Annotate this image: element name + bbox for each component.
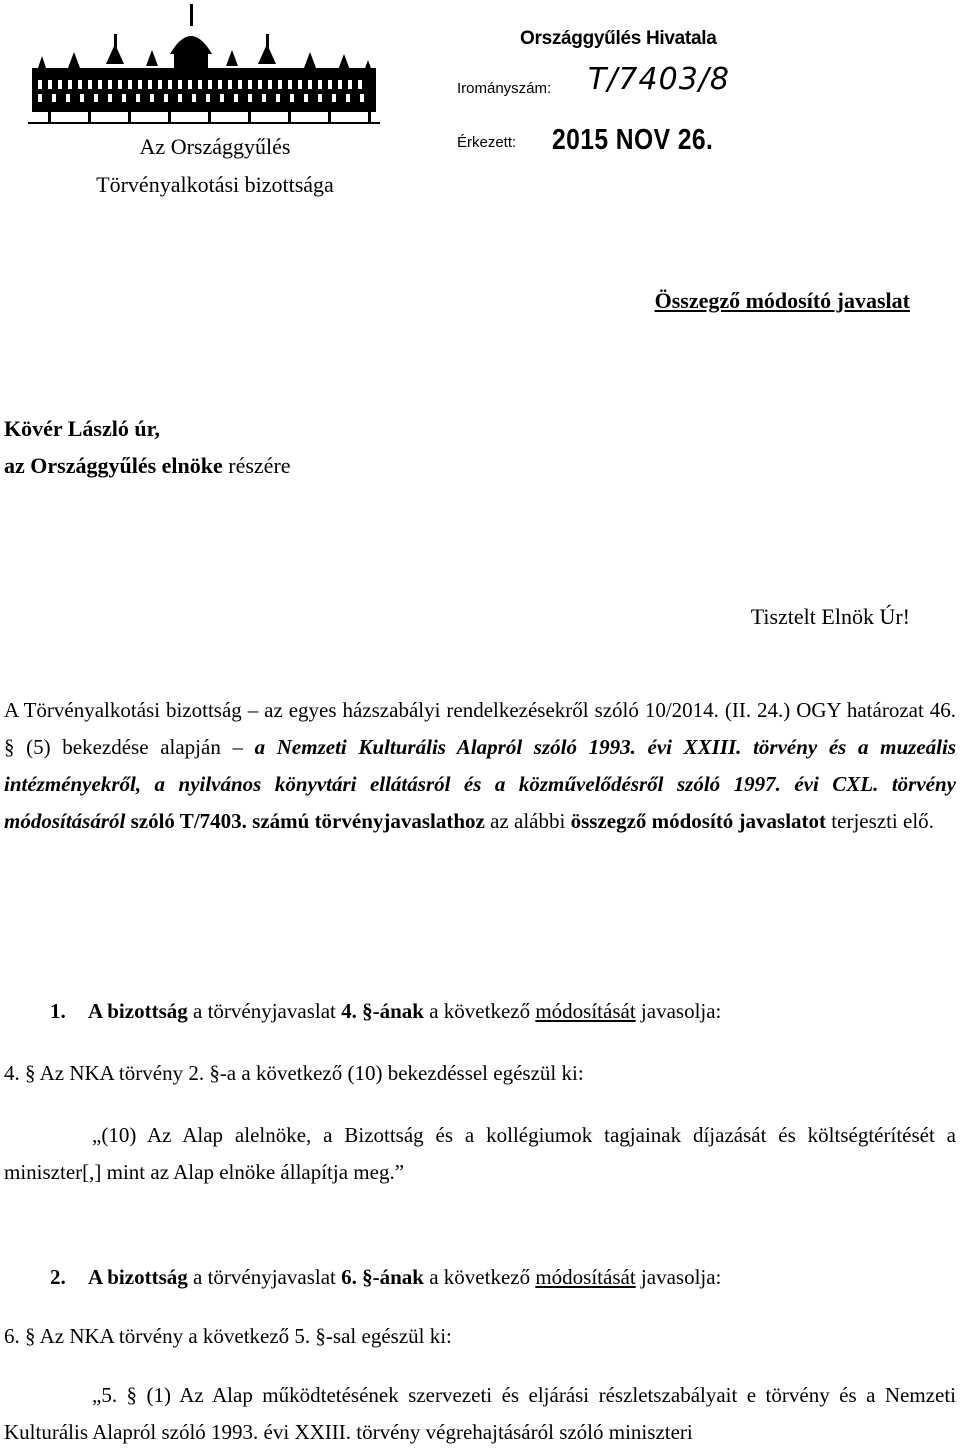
amendment-heading — [50, 999, 721, 1024]
amendment-section-ref: 6. §-ának — [341, 1265, 424, 1289]
intro-text-1: A Törvényalkotási bizottság – az egyes házszabályi rendelkezésekről szóló 10/2014. (II. 24.) OGY határozat 46. § (5) bekezdése alapján – — [4, 698, 956, 759]
bill-title: a Nemzeti Kulturális Alapról szóló 1993. évi XXIII. törvény és a muzeális intézményekről, a nyilvános könyvtári ellátásról és a közművelődésről szóló 1997. évi CXL. törvény módosításáról — [4, 735, 956, 833]
addressee-role-bold: az Országgyűlés elnöke — [4, 453, 223, 478]
amendment-text: a törvényjavaslat — [187, 999, 342, 1023]
amendment-number: 1. — [50, 999, 66, 1023]
addressee-role — [4, 453, 291, 479]
intro-text-3: az alábbi — [484, 809, 571, 833]
amendment-text: a törvényjavaslat — [187, 1265, 342, 1289]
amendment-heading — [50, 1265, 721, 1290]
amendment-number: 2. — [50, 1265, 66, 1289]
stamp-registration-label: Irományszám: — [457, 80, 552, 97]
salutation: Tisztelt Elnök Úr! — [750, 604, 910, 629]
amendment-text: a következő — [423, 999, 536, 1023]
stamp-received-value: 2015 NOV 26. — [552, 124, 714, 156]
amendment-quote: „5. § (1) Az Alap működtetésének szervezeti és eljárási részletszabályait e törvény és a Nemzeti Kulturális Alapról szóló 1993. évi XXIII. törvény végrehajtásáról szóló miniszteri — [4, 1383, 956, 1444]
amendment-section-line: 6. § Az NKA törvény a következő 5. §-sal egészül ki: — [4, 1324, 452, 1348]
amendment-text: javasolja: — [635, 999, 722, 1023]
amendment-committee: A bizottság — [88, 1265, 188, 1289]
sender-name: Az Országgyűlés — [139, 134, 291, 159]
bill-reference: szóló T/7403. számú törvényjavaslathoz — [125, 809, 485, 833]
amendment-committee: A bizottság — [88, 999, 188, 1023]
intro-proposal: összegző módosító javaslatot — [570, 809, 827, 833]
sender-committee: Törvényalkotási bizottsága — [96, 172, 334, 197]
parliament-building-logo — [28, 4, 380, 128]
stamp-office: Országgyűlés Hivatala — [520, 28, 717, 49]
amendment-modification: módosítását — [535, 999, 636, 1023]
amendment-section-ref: 4. §-ának — [341, 999, 424, 1023]
amendment-modification: módosítását — [535, 1265, 636, 1289]
stamp-received-label: Érkezett: — [457, 134, 517, 151]
amendment-section-line: 4. § Az NKA törvény 2. §-a a következő (10) bekezdéssel egészül ki: — [4, 1061, 584, 1085]
intro-text-5: terjeszti elő. — [826, 809, 934, 833]
intro-paragraph — [4, 692, 956, 840]
amendment-text: a következő — [423, 1265, 536, 1289]
amendment-quote: „(10) Az Alap alelnöke, a Bizottság és a kollégiumok tagjainak díjazását és költségtérítését a miniszter[,] mint az Alap elnöke állapítja meg.” — [4, 1123, 956, 1184]
addressee-role-rest: részére — [222, 453, 291, 478]
addressee-name: Kövér László úr, — [4, 416, 160, 441]
document-title: Összegző módosító javaslat — [654, 288, 910, 313]
amendment-text: javasolja: — [635, 1265, 722, 1289]
stamp-registration-value: T/7403/8 — [588, 62, 730, 97]
